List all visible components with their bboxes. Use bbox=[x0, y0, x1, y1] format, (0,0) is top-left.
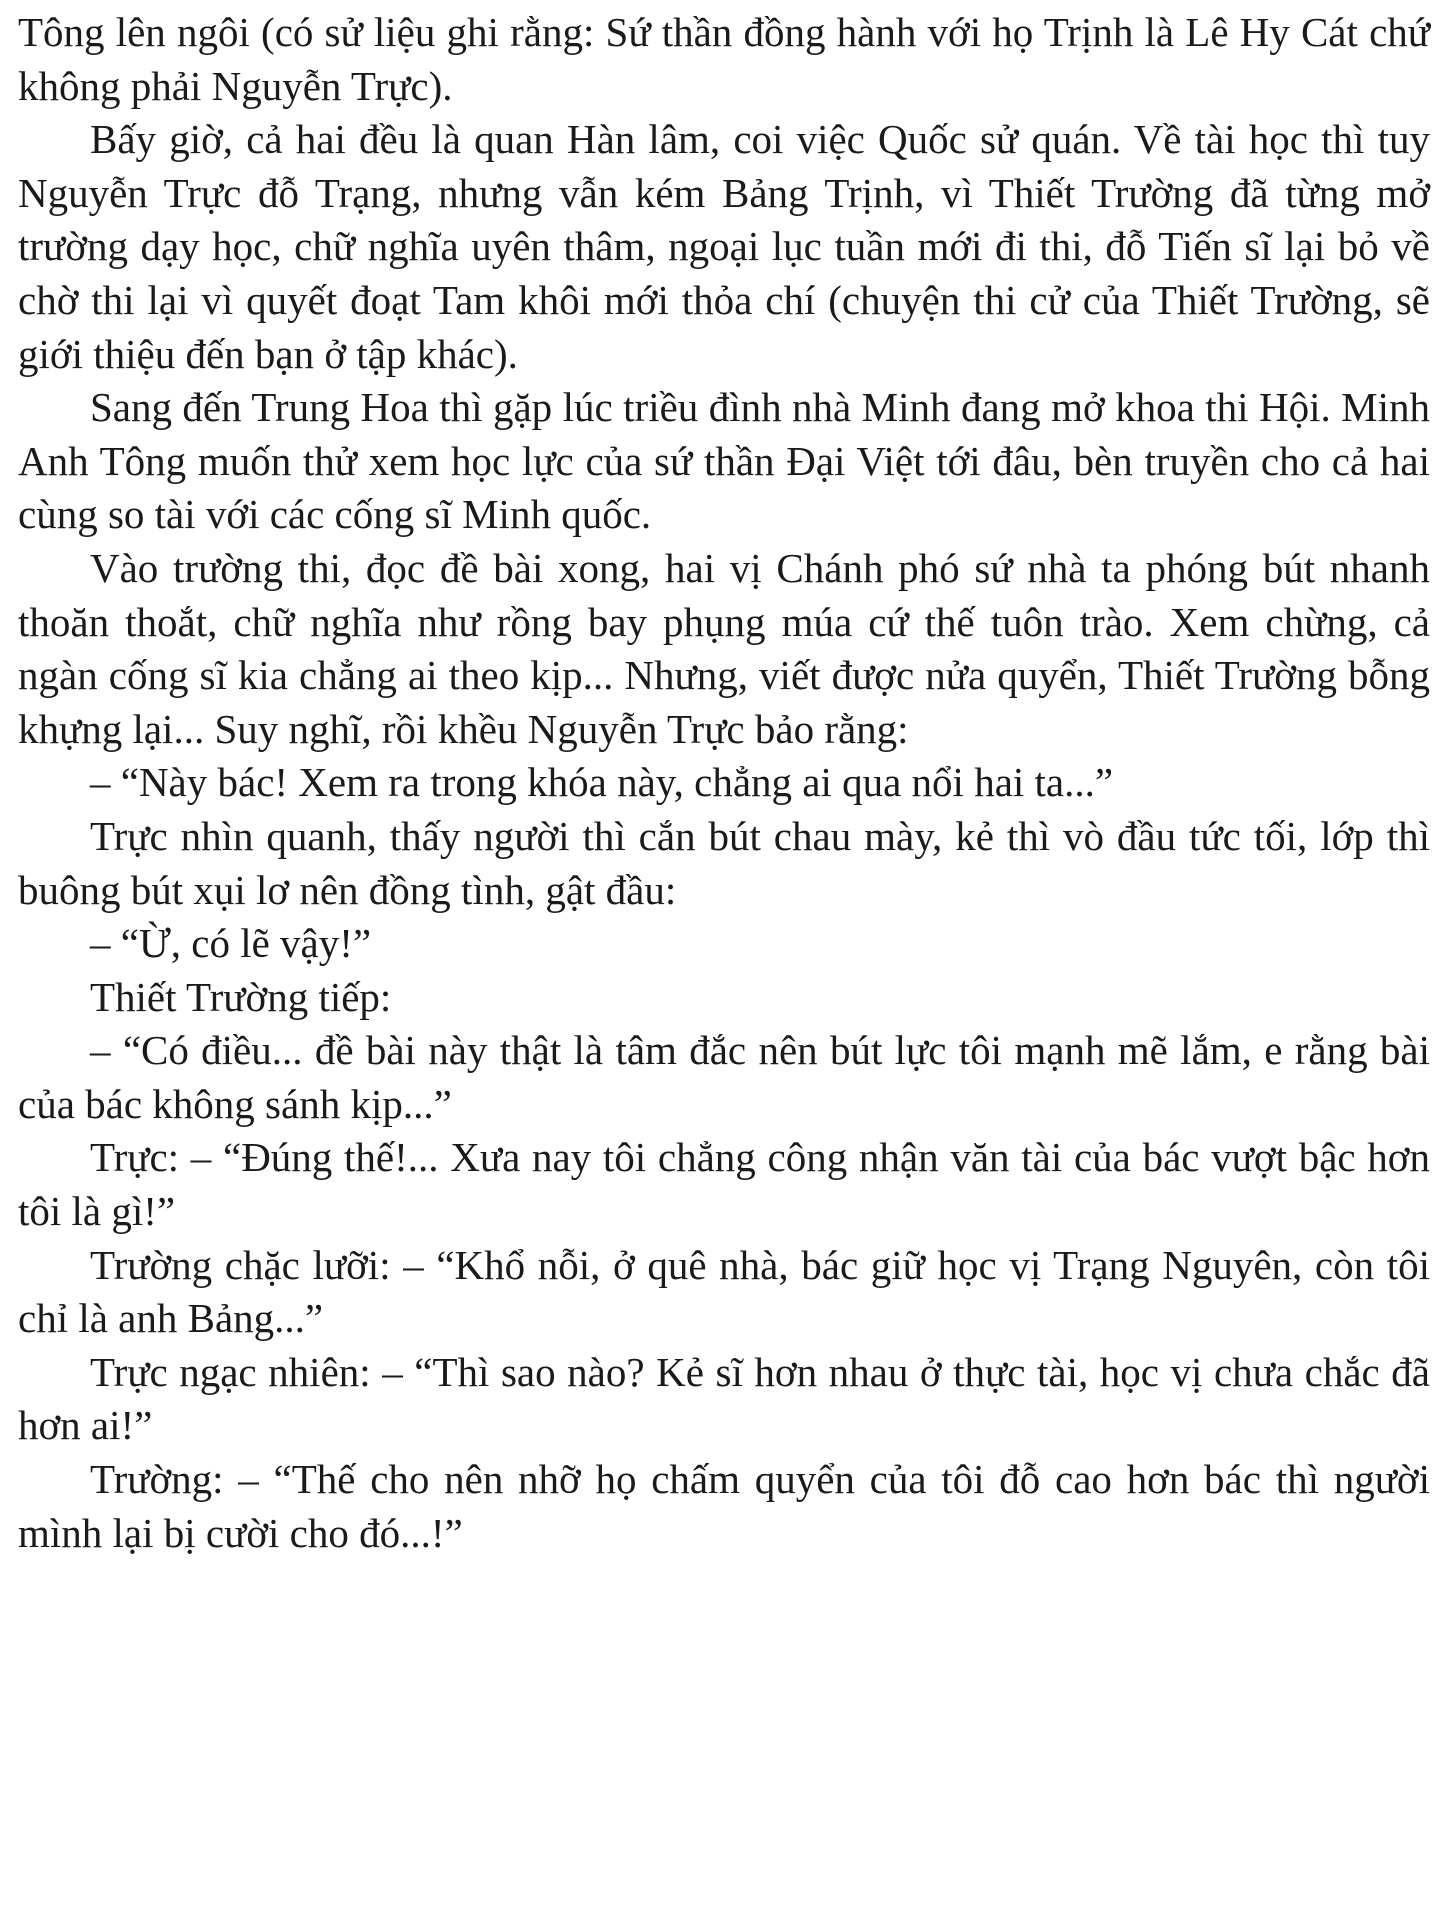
dialogue-line-5: Trường chặc lưỡi: – “Khổ nỗi, ở quê nhà, bác giữ học vị Trạng Nguyên, còn tôi chỉ là anh Bảng...” bbox=[18, 1241, 1430, 1342]
paragraph-4: Vào trường thi, đọc đề bài xong, hai vị Chánh phó sứ nhà ta phóng bút nhanh thoăn thoắt, chữ nghĩa như rồng bay phụng múa cứ thế tuôn trào. Xem chừng, cả ngàn cống sĩ kia chẳng ai theo kịp... Nhưng, viết được nửa quyển, Thiết Trường bỗng khựng lại... Suy nghĩ, rồi khều Nguyễn Trực bảo rằng: bbox=[18, 544, 1430, 752]
paragraph-6: Thiết Trường tiếp: bbox=[90, 973, 392, 1020]
paragraph-5: Trực nhìn quanh, thấy người thì cắn bút chau mày, kẻ thì vò đầu tức tối, lớp thì buông bút xụi lơ nên đồng tình, gật đầu: bbox=[18, 812, 1430, 913]
dialogue-line-1: – “Này bác! Xem ra trong khóa này, chẳng ai qua nổi hai ta...” bbox=[90, 759, 1114, 806]
paragraph-2: Bấy giờ, cả hai đều là quan Hàn lâm, coi việc Quốc sử quán. Về tài học thì tuy Nguyễn Trực đỗ Trạng, nhưng vẫn kém Bảng Trịnh, vì Thiết Trường đã từng mở trường dạy học, chữ nghĩa uyên thâm, ngoại lục tuần mới đi thi, đỗ Tiến sĩ lại bỏ về chờ thi lại vì quyết đoạt Tam khôi mới thỏa chí (chuyện thi cử của Thiết Trường, sẽ giới thiệu đến bạn ở tập khác). bbox=[18, 116, 1430, 377]
paragraph-3: Sang đến Trung Hoa thì gặp lúc triều đình nhà Minh đang mở khoa thi Hội. Minh Anh Tông muốn thử xem học lực của sứ thần Đại Việt tới đâu, bèn truyền cho cả hai cùng so tài với các cống sĩ Minh quốc. bbox=[18, 384, 1430, 538]
paragraph-1: Tông lên ngôi (có sử liệu ghi rằng: Sứ thần đồng hành với họ Trịnh là Lê Hy Cát chứ không phải Nguyễn Trực). bbox=[18, 9, 1430, 109]
dialogue-line-7: Trường: – “Thế cho nên nhỡ họ chấm quyển của tôi đỗ cao hơn bác thì người mình lại bị cười cho đó...!” bbox=[18, 1456, 1430, 1556]
book-page bbox=[18, 6, 1430, 1560]
dialogue-line-3: – “Có điều... đề bài này thật là tâm đắc nên bút lực tôi mạnh mẽ lắm, e rằng bài của bác không sánh kịp...” bbox=[18, 1027, 1430, 1127]
dialogue-line-6: Trực ngạc nhiên: – “Thì sao nào? Kẻ sĩ hơn nhau ở thực tài, học vị chưa chắc đã hơn ai!” bbox=[18, 1348, 1430, 1449]
dialogue-line-2: – “Ừ, có lẽ vậy!” bbox=[90, 920, 372, 967]
dialogue-line-4: Trực: – “Đúng thế!... Xưa nay tôi chẳng công nhận văn tài của bác vượt bậc hơn tôi là gì!” bbox=[18, 1134, 1430, 1235]
